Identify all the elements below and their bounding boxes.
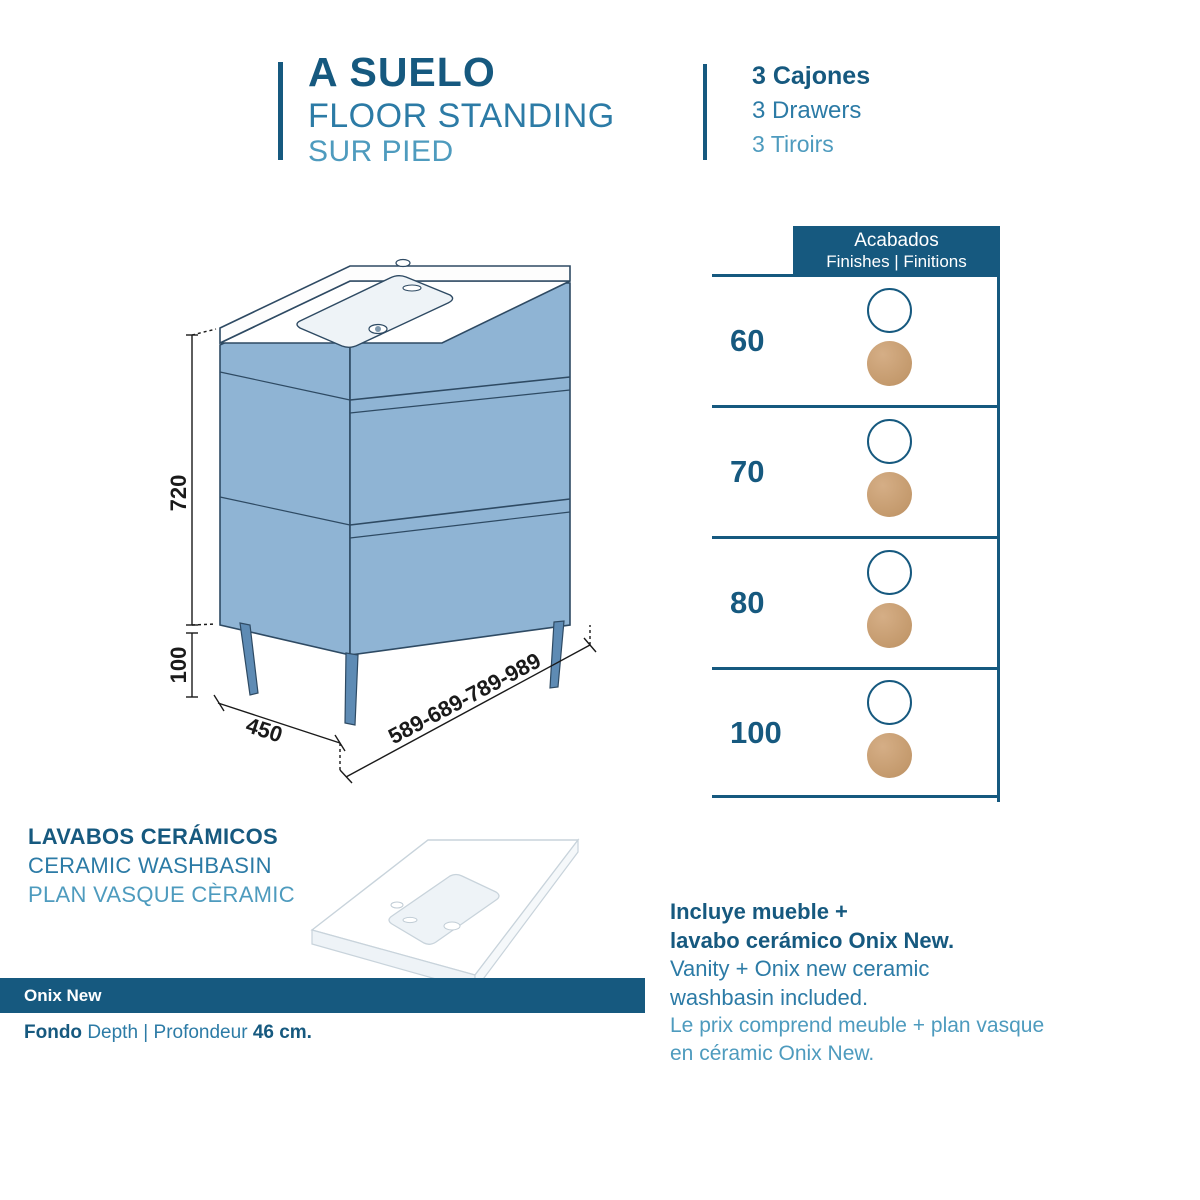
header-right-divider [703,64,707,160]
washbasin-model-bar [0,978,645,1013]
depth-separator: | [143,1022,154,1043]
table-row [712,405,1000,536]
washbasin-title-block [28,825,295,906]
depth-label-fr: Profondeur [153,1022,248,1043]
swatch-oak[interactable] [867,733,912,778]
swatch-white[interactable] [867,550,912,595]
drawers-en: 3 Drawers [752,97,862,124]
finishes-header-es: Acabados [854,230,939,251]
swatch-white[interactable] [867,419,912,464]
dimension-depth-label: 450 [242,712,286,748]
swatch-oak[interactable] [867,472,912,517]
washbasin-title-en: CERAMIC WASHBASIN [28,852,272,878]
page-title-es: A SUELO [308,49,496,95]
swatch-white[interactable] [867,288,912,333]
finish-swatches [867,550,912,656]
dimension-height-label: 720 [166,474,191,512]
finishes-table [712,274,1000,802]
included-line-5: Le prix comprend meuble + plan vasque [670,1014,1045,1038]
table-row [712,536,1000,667]
included-line-4: washbasin included. [670,984,869,1010]
drawers-info-block [752,64,870,156]
page-title-fr: SUR PIED [308,135,454,168]
header-title-block [308,49,615,168]
drawers-fr: 3 Tiroirs [752,131,834,157]
header-left-divider [278,62,283,160]
dimension-width-label: 589-689-789-989 [384,647,545,750]
page-title-en: FLOOR STANDING [308,97,615,135]
finish-swatches [867,680,912,786]
included-note [670,898,1190,1067]
swatch-white[interactable] [867,680,912,725]
finishes-header-en-fr: Finishes | Finitions [826,252,967,271]
finishes-header [793,226,1000,274]
dimension-leg-label: 100 [166,646,191,684]
depth-label-en: Depth [87,1022,139,1043]
finish-size-label: 70 [730,454,765,489]
swatch-oak[interactable] [867,341,912,386]
depth-value: 46 cm. [252,1022,312,1043]
finish-swatches [867,419,912,525]
washbasin-title-fr: PLAN VASQUE CÈRAMIC [28,881,295,907]
table-row [712,667,1000,798]
included-line-6: en céramic Onix New. [670,1041,875,1065]
finish-size-label: 60 [730,323,765,358]
drawers-es: 3 Cajones [752,62,871,90]
finish-size-label: 100 [730,714,782,750]
included-line-2: lavabo cerámico Onix New. [670,927,955,953]
washbasin-depth-line [24,1022,312,1044]
finish-swatches [867,288,912,394]
table-row [712,274,1000,405]
depth-label-es: Fondo [24,1022,83,1043]
finish-size-label: 80 [730,585,765,620]
included-line-3: Vanity + Onix new ceramic [670,956,930,982]
washbasin-model-label: Onix New [24,986,102,1005]
included-line-1: Incluye mueble + [670,899,848,924]
swatch-oak[interactable] [867,603,912,648]
washbasin-title-es: LAVABOS CERÁMICOS [28,824,278,849]
vanity-drawing [150,225,670,805]
